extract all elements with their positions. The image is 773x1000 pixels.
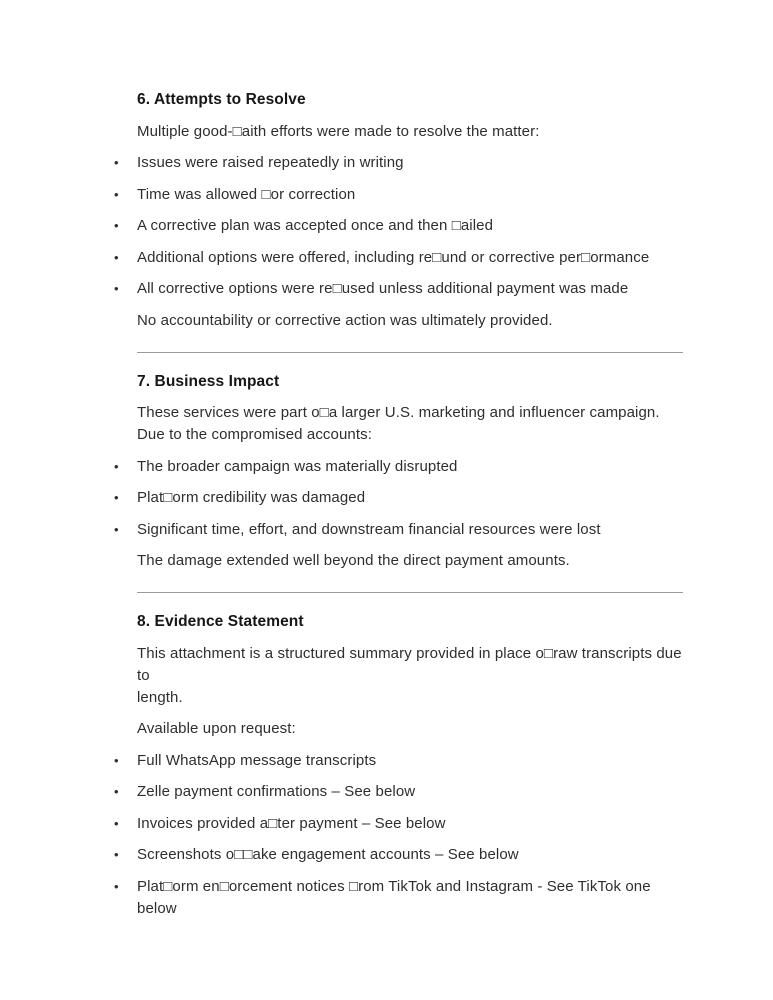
bullet-icon: • [114, 186, 119, 202]
paragraph-line: Due to the compromised accounts: [137, 426, 372, 443]
list-item [114, 184, 683, 206]
list-item [114, 750, 683, 772]
section-business-impact [114, 371, 683, 573]
list-item-text: Full WhatsApp message transcripts [137, 751, 377, 769]
paragraph-line: These services were part o□a larger U.S. marketing and influencer campaign. [137, 404, 660, 421]
bullet-icon: • [114, 490, 119, 505]
section-evidence-statement [114, 611, 683, 920]
bullet-icon: • [114, 281, 119, 296]
paragraph-line: This attachment is a structured summary provided in place o□raw transcripts due to [137, 644, 682, 684]
list-item-text: Additional options were offered, including re□und or corrective per□ormance [137, 248, 650, 266]
list-item-text: Screenshots o□□ake engagement accounts – See below [137, 846, 519, 863]
list-item-text: Significant time, effort, and downstream financial resources were lost [137, 520, 601, 538]
bullet-icon: • [114, 521, 119, 537]
list-item [114, 487, 683, 509]
bullet-icon: • [114, 249, 119, 265]
bullet-icon: • [114, 218, 119, 233]
section-heading: 8. Evidence Statement [137, 613, 304, 630]
list-item-text: Zelle payment confirmations – See below [137, 783, 416, 800]
list-item [114, 519, 683, 541]
bullet-list [114, 456, 683, 541]
list-item [114, 844, 683, 866]
section-heading: 6. Attempts to Resolve [137, 91, 306, 108]
list-item-text: Issues were raised repeatedly in writing [137, 154, 404, 171]
list-item [114, 278, 683, 300]
bullet-icon: • [114, 155, 119, 170]
list-item [114, 247, 683, 269]
list-item-text: Plat□orm en□orcement notices □rom TikTok and Instagram - See TikTok one below [137, 877, 651, 917]
list-item [114, 152, 683, 174]
bullet-icon: • [114, 752, 119, 768]
bullet-icon: • [114, 784, 119, 799]
bullet-icon: • [114, 847, 119, 862]
bullet-list [114, 152, 683, 300]
section-intro-paragraph: Multiple good-□aith efforts were made to resolve the matter: [137, 122, 540, 140]
section-intro-paragraph [137, 402, 683, 446]
list-item [114, 781, 683, 803]
section-attempts-to-resolve [114, 89, 683, 332]
bullet-icon: • [114, 878, 119, 894]
availability-paragraph: Available upon request: [137, 720, 296, 737]
section-outro-paragraph: No accountability or corrective action was ultimately provided. [137, 311, 553, 329]
document-content [114, 89, 683, 929]
section-heading: 7. Business Impact [137, 372, 280, 390]
list-item [114, 456, 683, 478]
list-item [114, 876, 683, 920]
list-item-text: The broader campaign was materially disrupted [137, 457, 458, 475]
section-intro-paragraph [137, 643, 683, 709]
section-divider [137, 592, 683, 593]
list-item-text: Plat□orm credibility was damaged [137, 489, 366, 506]
list-item-text: Invoices provided a□ter payment – See below [137, 814, 446, 832]
list-item-text: Time was allowed □or correction [137, 185, 356, 203]
bullet-list [114, 750, 683, 920]
list-item [114, 813, 683, 835]
section-divider [137, 352, 683, 353]
section-outro-paragraph: The damage extended well beyond the direct payment amounts. [137, 552, 570, 569]
bullet-icon: • [114, 458, 119, 474]
bullet-icon: • [114, 815, 119, 831]
paragraph-line: length. [137, 688, 183, 706]
list-item-text: All corrective options were re□used unless additional payment was made [137, 280, 629, 297]
list-item-text: A corrective plan was accepted once and then □ailed [137, 217, 494, 234]
list-item [114, 215, 683, 237]
